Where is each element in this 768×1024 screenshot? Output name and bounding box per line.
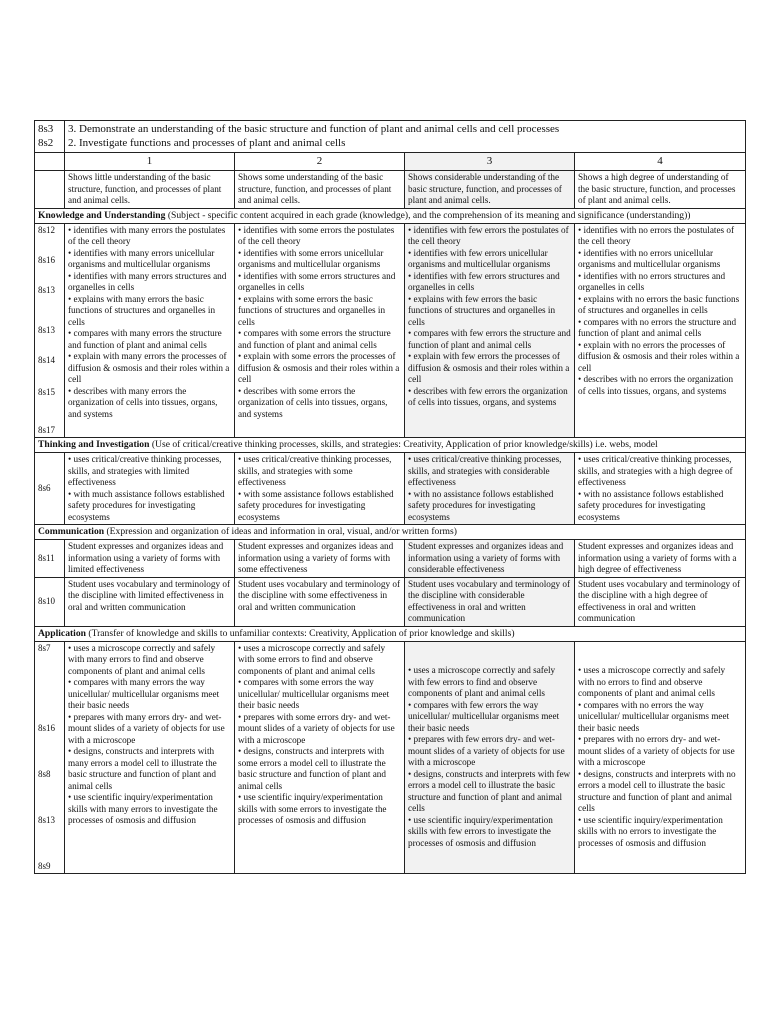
thinking-level-2 xyxy=(235,453,405,525)
descriptor: • explain with no errors the processes of diffusion & osmosis and their roles within a cell xyxy=(578,339,740,373)
curriculum-code: 8s12 xyxy=(38,224,56,235)
descriptor: • explain with few errors the processes of diffusion & osmosis and their roles within a cell xyxy=(408,351,570,385)
level-1-heading: 1 xyxy=(65,152,235,171)
descriptor: • explains with no errors the basic functions of structures and organelles in cells xyxy=(578,293,740,316)
descriptor: • prepares with few errors dry- and wet-mount slides of a variety of objects for use with a microscope xyxy=(408,734,565,768)
descriptor: • compares with few errors the structure and function of plant and animal cells xyxy=(408,328,571,350)
application-row xyxy=(35,641,746,873)
section-description: (Expression and organization of ideas and information in oral, visual, and/or written forms) xyxy=(104,526,457,538)
overall-blank xyxy=(35,171,65,209)
communication-level-2: Student uses vocabulary and terminology of the discipline with some effectiveness in oral and written communication xyxy=(235,577,405,626)
descriptor: • identifies with no errors the postulates of the cell theory xyxy=(578,224,735,247)
descriptor: • identifies with many errors structures and organelles in cells xyxy=(68,270,227,293)
curriculum-code: 8s9 xyxy=(38,860,51,871)
curriculum-code: 8s16 xyxy=(38,722,56,733)
descriptor: • identifies with no errors structures and organelles in cells xyxy=(578,270,726,293)
descriptor: • uses critical/creative thinking processes, skills, and strategies with some effectiveness xyxy=(238,454,392,488)
descriptor: • explains with few errors the basic functions of structures and organelles in cells xyxy=(408,293,556,327)
descriptor: • identifies with some errors unicellular organisms and multicellular organisms xyxy=(238,247,384,270)
descriptor: • designs, constructs and interprets with no errors a model cell to illustrate the basic structure and function of plant and animal cells xyxy=(578,768,736,814)
descriptor: • use scientific inquiry/experimentation skills with few errors to investigate the processes of osmosis and diffusion xyxy=(408,814,553,848)
section-title: Knowledge and Understanding xyxy=(38,209,166,221)
section-heading-thinking xyxy=(35,438,746,453)
descriptor: • use scientific inquiry/experimentation skills with many errors to investigate the processes of osmosis and diffusion xyxy=(68,792,218,826)
descriptor: • with no assistance follows established safety procedures for investigating ecosystems xyxy=(578,488,724,522)
section-heading-communication xyxy=(35,525,746,540)
expectation-code: 8s2 xyxy=(38,137,54,150)
header-row xyxy=(35,121,746,153)
descriptor: • compares with many errors the structure and function of plant and animal cells xyxy=(68,328,222,350)
thinking-level-4 xyxy=(575,453,746,525)
descriptor: • use scientific inquiry/experimentation skills with some errors to investigate the processes of osmosis and diffusion xyxy=(238,792,387,826)
descriptor: • identifies with many errors the postulates of the cell theory xyxy=(68,224,226,247)
descriptor: • explains with many errors the basic functions of structures and organelles in cells xyxy=(68,293,216,327)
descriptor: • uses a microscope correctly and safely with some errors to find and observe components of plant and animal cells xyxy=(238,642,386,676)
communication-level-4: Student expresses and organizes ideas and information using a variety of forms with a high degree of effectiveness xyxy=(575,540,746,578)
communication-row xyxy=(35,540,746,578)
descriptor: • compares with no errors the way unicellular/ multicellular organisms meet their basic needs xyxy=(578,699,730,733)
thinking-level-3 xyxy=(405,453,575,525)
section-description: (Transfer of knowledge and skills to unfamiliar contexts: Creativity, Application of prior knowledge and skills) xyxy=(85,627,515,639)
descriptor: • describes with many errors the organization of cells into tissues, organs, and systems xyxy=(68,385,218,419)
communication-code: 8s11 xyxy=(35,540,65,578)
application-level-1 xyxy=(65,641,235,873)
level-2-heading: 2 xyxy=(235,152,405,171)
curriculum-code: 8s17 xyxy=(38,424,56,435)
descriptor: • uses critical/creative thinking processes, skills, and strategies with a high degree of effectiveness xyxy=(578,454,733,488)
descriptor: • uses a microscope correctly and safely with many errors to find and observe components of plant and animal cells xyxy=(68,642,216,676)
descriptor: • identifies with some errors the postulates of the cell theory xyxy=(238,224,395,247)
descriptor: • uses a microscope correctly and safely with few errors to find and observe components of plant and animal cells xyxy=(408,665,556,699)
application-level-4 xyxy=(575,641,746,873)
level-4-heading: 4 xyxy=(575,152,746,171)
knowledge-codes xyxy=(35,223,65,437)
descriptor: • identifies with no errors unicellular organisms and multicellular organisms xyxy=(578,247,721,270)
level-row xyxy=(35,152,746,171)
descriptor: • describes with no errors the organization of cells into tissues, organs, and systems xyxy=(578,374,734,396)
communication-code: 8s10 xyxy=(35,577,65,626)
curriculum-code: 8s7 xyxy=(38,642,51,653)
level-3-heading: 3 xyxy=(405,152,575,171)
thinking-code: 8s6 xyxy=(35,453,65,525)
descriptor: • identifies with some errors structures and organelles in cells xyxy=(238,270,396,293)
communication-level-4: Student uses vocabulary and terminology of the discipline with a high degree of effectiveness in oral and written communication xyxy=(575,577,746,626)
curriculum-code: 8s13 xyxy=(38,284,56,295)
descriptor: • compares with few errors the way unicellular/ multicellular organisms meet their basic needs xyxy=(408,699,560,733)
descriptor: • explain with some errors the processes of diffusion & osmosis and their roles within a cell xyxy=(238,351,400,385)
application-level-2 xyxy=(235,641,405,873)
expectation-codes xyxy=(35,121,65,153)
knowledge-level-3 xyxy=(405,223,575,437)
expectations xyxy=(65,121,746,153)
curriculum-code: 8s16 xyxy=(38,254,56,265)
communication-level-3: Student expresses and organizes ideas and information using a variety of forms with considerable effectiveness xyxy=(405,540,575,578)
descriptor: • compares with many errors the way unicellular/ multicellular organisms meet their basic needs xyxy=(68,677,220,711)
communication-level-2: Student expresses and organizes ideas and information using a variety of forms with some effectiveness xyxy=(235,540,405,578)
curriculum-code: 8s13 xyxy=(38,324,56,335)
level-blank xyxy=(35,152,65,171)
descriptor: • describes with some errors the organization of cells into tissues, organs, and systems xyxy=(238,385,388,419)
knowledge-row xyxy=(35,223,746,437)
overall-row xyxy=(35,171,746,209)
section-title: Application xyxy=(38,627,86,639)
descriptor: • explains with some errors the basic functions of structures and organelles in cells xyxy=(238,293,386,327)
curriculum-code: 8s8 xyxy=(38,768,51,779)
curriculum-code: 8s13 xyxy=(38,814,56,825)
expectation-text: 3. Demonstrate an understanding of the basic structure and function of plant and animal cells and cell processes xyxy=(68,123,560,135)
descriptor: • describes with few errors the organization of cells into tissues, organs, and systems xyxy=(408,385,568,408)
descriptor: • designs, constructs and interprets with some errors a model cell to illustrate the basic structure and function of plant and animal cells xyxy=(238,746,386,791)
descriptor: • compares with some errors the structure and function of plant and animal cells xyxy=(238,328,391,350)
descriptor: • uses critical/creative thinking processes, skills, and strategies with limited effectiveness xyxy=(68,454,222,488)
descriptor: • compares with some errors the way unicellular/ multicellular organisms meet their basic needs xyxy=(238,677,390,711)
overall-level-4: Shows a high degree of understanding of the basic structure, function, and processes of plant and animal cells. xyxy=(575,171,746,209)
thinking-level-1 xyxy=(65,453,235,525)
curriculum-code: 8s14 xyxy=(38,354,56,365)
descriptor: • use scientific inquiry/experimentation skills with no errors to investigate the processes of osmosis and diffusion xyxy=(578,814,723,848)
descriptor: • prepares with many errors dry- and wet-mount slides of a variety of objects for use with a microscope xyxy=(68,711,225,745)
communication-level-3: Student uses vocabulary and terminology of the discipline with considerable effectiveness in oral and written communication xyxy=(405,577,575,626)
communication-level-1: Student uses vocabulary and terminology of the discipline with limited effectiveness in oral and written communication xyxy=(65,577,235,626)
knowledge-level-2 xyxy=(235,223,405,437)
rubric-table xyxy=(34,120,746,874)
descriptor: • explain with many errors the processes of diffusion & osmosis and their roles within a cell xyxy=(68,351,230,385)
descriptor: • prepares with no errors dry- and wet-mount slides of a variety of objects for use with a microscope xyxy=(578,734,735,768)
descriptor: • prepares with some errors dry- and wet-mount slides of a variety of objects for use with a microscope xyxy=(238,711,395,745)
descriptor: • compares with no errors the structure and function of plant and animal cells xyxy=(578,316,737,339)
descriptor: • with much assistance follows established safety procedures for investigating ecosystems xyxy=(68,488,225,522)
descriptor: • identifies with few errors unicellular organisms and multicellular organisms xyxy=(408,247,551,270)
communication-level-1: Student expresses and organizes ideas and information using a variety of forms with limited effectiveness xyxy=(65,540,235,578)
application-codes xyxy=(35,641,65,873)
overall-level-2: Shows some understanding of the basic structure, function, and processes of plant and animal cells. xyxy=(235,171,405,209)
knowledge-level-1 xyxy=(65,223,235,437)
descriptor: • identifies with many errors unicellular organisms and multicellular organisms xyxy=(68,247,215,270)
section-description: (Use of critical/creative thinking processes, skills, and strategies: Creativity, Application of prior knowledge/skills) i.e. webs, model xyxy=(149,439,658,451)
descriptor: • identifies with few errors structures and organelles in cells xyxy=(408,270,560,293)
knowledge-level-4 xyxy=(575,223,746,437)
descriptor: • designs, constructs and interprets with few errors a model cell to illustrate the basic structure and function of plant and animal cells xyxy=(408,768,571,814)
descriptor: • uses critical/creative thinking processes, skills, and strategies with considerable effectiveness xyxy=(408,454,562,488)
communication-row xyxy=(35,577,746,626)
curriculum-code: 8s15 xyxy=(38,386,56,397)
overall-level-3: Shows considerable understanding of the basic structure, function, and processes of plant and animal cells. xyxy=(405,171,575,209)
descriptor: • designs, constructs and interprets with many errors a model cell to illustrate the basic structure and function of plant and animal cells xyxy=(68,746,217,791)
section-heading-knowledge xyxy=(35,208,746,223)
descriptor: • uses a microscope correctly and safely with no errors to find and observe components of plant and animal cells xyxy=(578,665,726,699)
section-heading-application xyxy=(35,626,746,641)
section-title: Thinking and Investigation xyxy=(38,439,150,451)
overall-level-1: Shows little understanding of the basic structure, function, and processes of plant and animal cells. xyxy=(65,171,235,209)
descriptor: • with no assistance follows established safety procedures for investigating ecosystems xyxy=(408,488,554,522)
descriptor: • identifies with few errors the postulates of the cell theory xyxy=(408,224,569,247)
expectation-code: 8s3 xyxy=(38,123,54,135)
section-title: Communication xyxy=(38,526,105,538)
section-description: (Subject - specific content acquired in each grade (knowledge), and the comprehension of its meaning and significance (understanding)) xyxy=(165,209,691,221)
expectation-text: 2. Investigate functions and processes of plant and animal cells xyxy=(68,137,346,150)
application-level-3 xyxy=(405,641,575,873)
descriptor: • with some assistance follows established safety procedures for investigating ecosystems xyxy=(238,488,394,522)
thinking-row xyxy=(35,453,746,525)
